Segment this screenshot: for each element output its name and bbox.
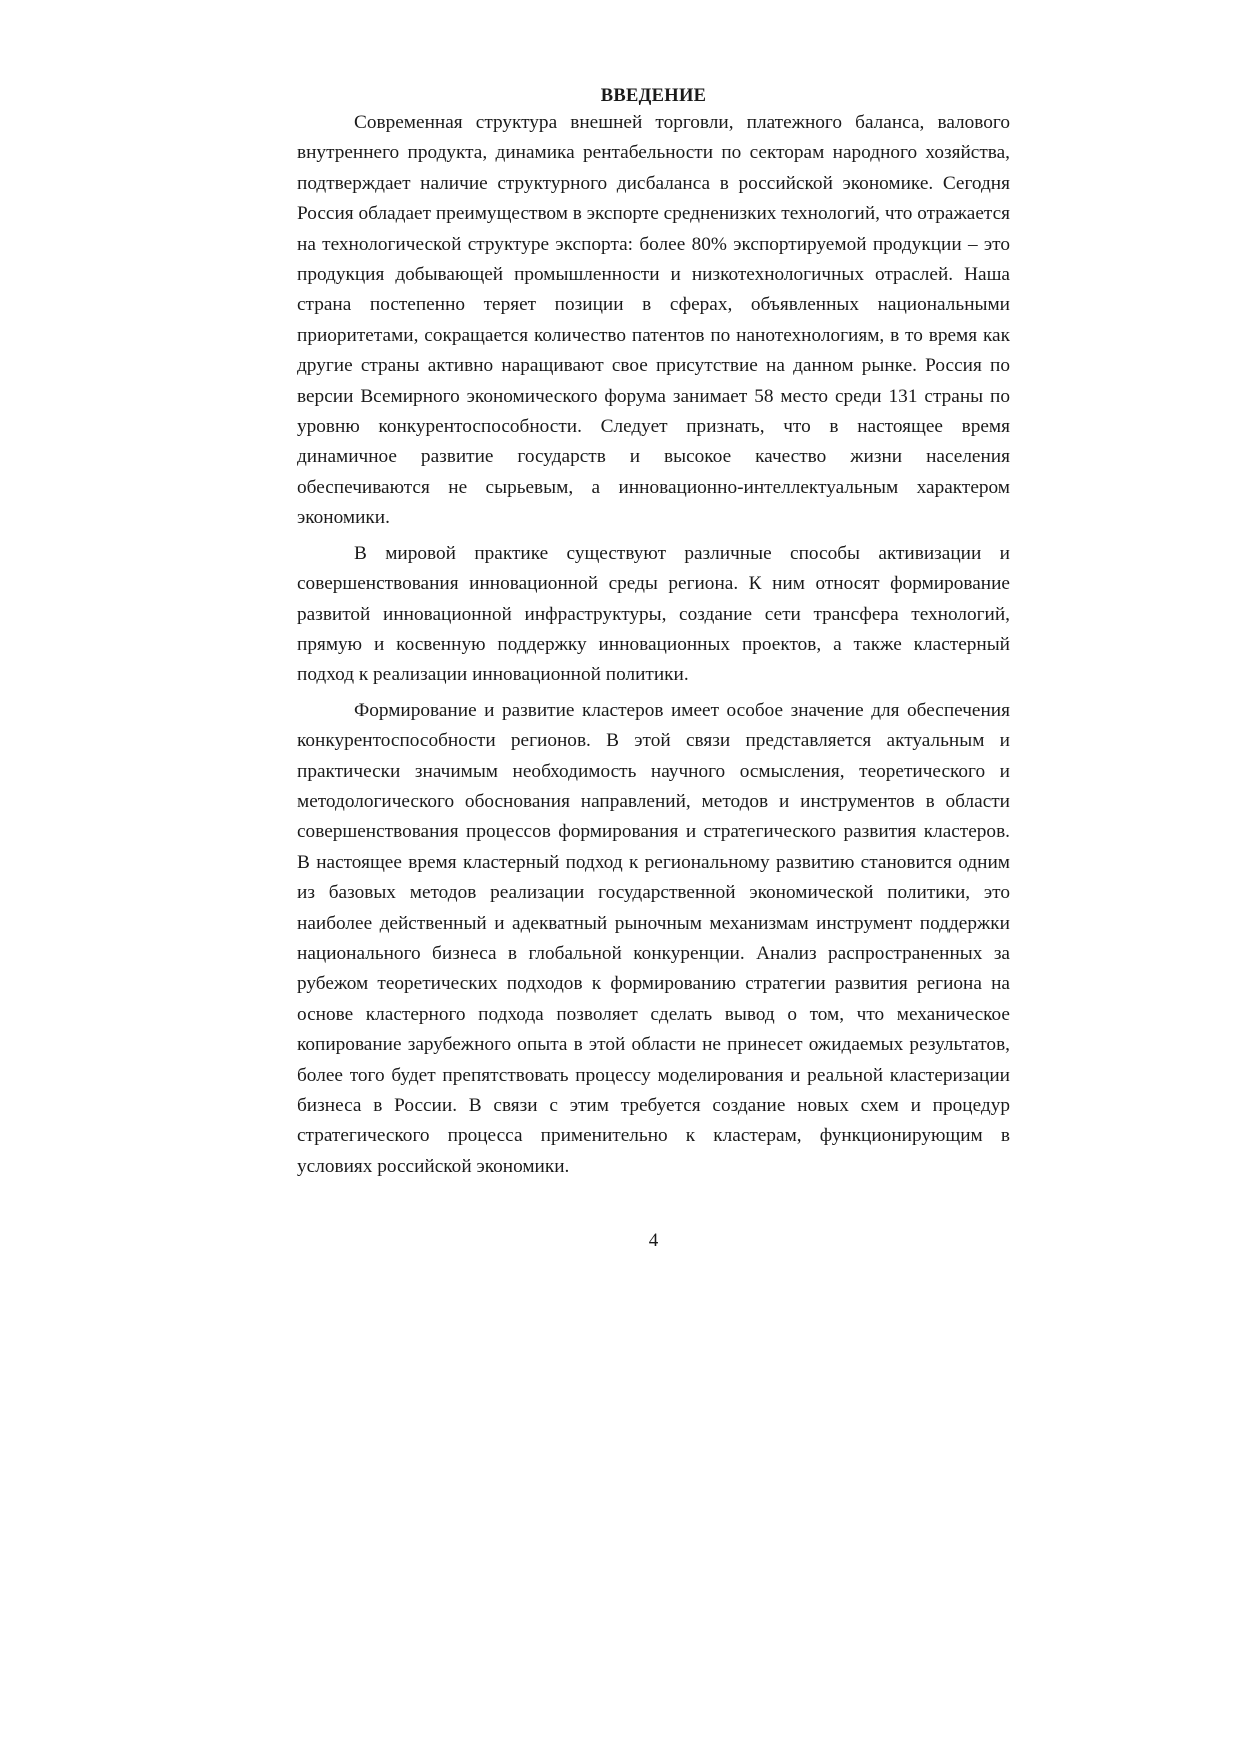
paragraph-1: Современная структура внешней торговли, платежного баланса, валового внутреннего продукта, динамика рентабельности по секторам народного хозяйства, подтверждает наличие структурного дисбаланса в российской экономике. Сегодня Россия обладает преимуществом в экспорте средненизких технологий, что отражается на технологической структуре экспорта: более 80% экспортируемой продукции – это продукция добывающей промышленности и низкотехнологичных отраслей. Наша страна постепенно теряет позиции в сферах, объявленных национальными приоритетами, сокращается количество патентов по нанотехнологиям, в то время как другие страны активно наращивают свое присутствие на данном рынке. Россия по версии Всемирного экономического форума занимает 58 место среди 131 страны по уровню конкурентоспособности. Следует признать, что в настоящее время динамичное развитие государств и высокое качество жизни населения обеспечиваются не сырьевым, а инновационно-интеллектуальным характером экономики. [297,112,1010,529]
document-page [297,84,1010,1182]
paragraph-3: Формирование и развитие кластеров имеет особое значение для обеспечения конкурентоспособности регионов. В этой связи представляется актуальным и практически значимым необходимость научного осмысления, теоретического и методологического обоснования направлений, методов и инструментов в области совершенствования процессов формирования и стратегического развития кластеров. В настоящее время кластерный подход к региональному развитию становится одним из базовых методов реализации государственной экономической политики, это наиболее действенный и адекватный рыночным механизмам инструмент поддержки национального бизнеса в глобальной конкуренции. Анализ распространенных за рубежом теоретических подходов к формированию стратегии развития региона на основе кластерного подхода позволяет сделать вывод о том, что механическое копирование зарубежного опыта в этой области не принесет ожидаемых результатов, более того будет препятствовать процессу моделирования и реальной кластеризации бизнеса в России. В связи с этим требуется создание новых схем и процедур стратегического процесса применительно к кластерам, функционирующим в условиях российской экономики. [297,699,1010,1177]
page-number: 4 [648,1230,659,1251]
section-title: ВВЕДЕНИЕ [600,86,707,106]
paragraph-2: В мировой практике существуют различные способы активизации и совершенствования инновационной среды региона. К ним относят формирование развитой инновационной инфраструктуры, создание сети трансфера технологий, прямую и косвенную поддержку инновационных проектов, а также кластерный подход к реализации инновационной политики. [297,542,1010,686]
